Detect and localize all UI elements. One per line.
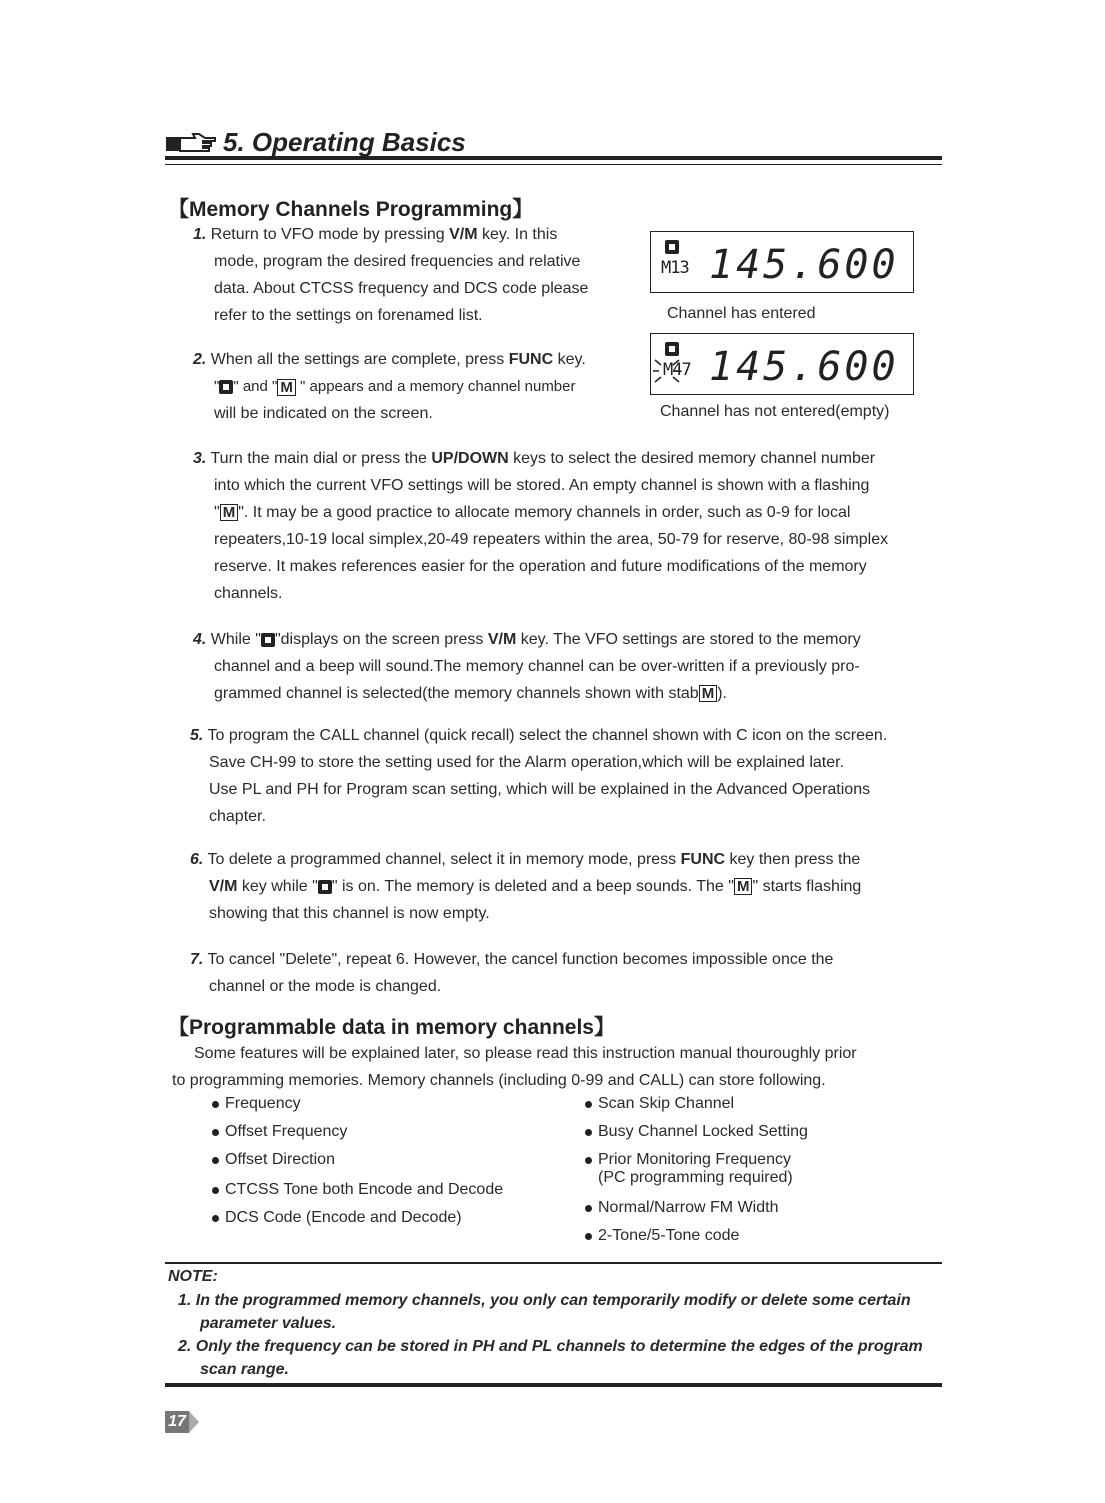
- page-tab-arrow-icon: [189, 1411, 199, 1433]
- list-item: Scan Skip Channel: [585, 1095, 945, 1123]
- m-icon: M: [220, 504, 239, 521]
- list-item: CTCSS Tone both Encode and Decode: [212, 1181, 572, 1209]
- lcd-channel-number: M47: [663, 360, 691, 380]
- chapter-title: 5. Operating Basics: [223, 126, 466, 157]
- list-item: Offset Frequency: [212, 1123, 572, 1151]
- features-list-right: [585, 1095, 945, 1255]
- lcd-caption-entered: Channel has entered: [667, 305, 816, 322]
- list-item: Prior Monitoring Frequency (PC programming required): [585, 1151, 945, 1199]
- step-5: 5. To program the CALL channel (quick recall) select the channel shown with C icon on the screen. Save CH-99 to store the setting used for the Alarm operation,which will be explained later. Use PL and PH for Program scan setting, which will be explained in the Advanced Operations chapter.: [190, 727, 888, 825]
- list-item: Frequency: [212, 1095, 572, 1123]
- step-2: 2. When all the settings are complete, press FUNC key. " " and " M " appears and a memory channel number will be indicated on the screen.: [193, 351, 586, 422]
- m-icon: M: [699, 685, 718, 702]
- list-item: 2-Tone/5-Tone code: [585, 1227, 945, 1255]
- m-icon: M: [277, 379, 296, 396]
- lcd-caption-empty: Channel has not entered(empty): [660, 403, 890, 420]
- step-1: 1. Return to VFO mode by pressing V/M key. In this mode, program the desired frequencies and relative data. About CTCSS frequency and DCS code please refer to the settings on forenamed list.: [193, 226, 589, 324]
- step-4: 4. While " "displays on the screen press V/M key. The VFO settings are stored to the memory channel and a beep will sound.The memory channel can be over-written if a previously pro- grammed channel is selected(the memory channels shown with stab M ).: [193, 631, 861, 703]
- lcd-display-entered: [650, 231, 914, 293]
- note-body: 1. In the programmed memory channels, you only can temporarily modify or delete some certain parameter values. 2. Only the frequency can be stored in PH and PL channels to determine the edges of the program scan range.: [178, 1292, 923, 1378]
- lcd-frequency: 145.600: [709, 242, 899, 288]
- lcd-channel-number: M13: [661, 258, 689, 278]
- section2-intro: Some features will be explained later, so please read this instruction manual thouroughly prior to programming memories. Memory channels (including 0-99 and CALL) can store following.: [172, 1045, 857, 1089]
- list-item: Normal/Narrow FM Width: [585, 1199, 945, 1227]
- list-item: Offset Direction: [212, 1151, 572, 1181]
- header-rule: [165, 156, 942, 160]
- f-icon: [318, 880, 332, 894]
- lcd-display-empty: [650, 333, 914, 395]
- note-rule-bottom: [165, 1383, 942, 1387]
- header-rule-thin: [165, 164, 942, 165]
- step-number: 1.: [193, 226, 207, 243]
- m-icon: M: [734, 878, 753, 895]
- f-icon: [665, 342, 679, 356]
- section-heading-programmable-data: 【Programmable data in memory channels】: [168, 1016, 615, 1039]
- note-label: NOTE:: [168, 1268, 218, 1285]
- note-rule-top: [165, 1262, 942, 1264]
- step-6: 6. To delete a programmed channel, select it in memory mode, press FUNC key then press the V/M key while " " is on. The memory is deleted and a beep sounds. The " M " starts flashing showing that this channel is now empty.: [190, 851, 862, 922]
- list-item: DCS Code (Encode and Decode): [212, 1209, 572, 1237]
- pointing-hand-icon: [165, 129, 217, 155]
- f-icon: [665, 240, 679, 254]
- list-item: Busy Channel Locked Setting: [585, 1123, 945, 1151]
- step-7: 7. To cancel "Delete", repeat 6. However, the cancel function becomes impossible once the channel or the mode is changed.: [190, 951, 834, 995]
- page-number: 17: [165, 1411, 189, 1433]
- section-heading-memory-programming: 【Memory Channels Programming】: [168, 198, 534, 221]
- step-3: 3. Turn the main dial or press the UP/DOWN keys to select the desired memory channel number into which the current VFO settings will be stored. An empty channel is shown with a flashing " M ". It may be a good practice to allocate memory channels in order, such as 0-9 for local repeaters,10-19 local simplex,20-49 repeaters within the area, 50-79 for reserve, 80-98 simplex reserve. It makes references easier for the operation and future modifications of the memory channels.: [193, 450, 889, 602]
- features-list-left: [212, 1095, 572, 1237]
- lcd-frequency: 145.600: [709, 344, 899, 390]
- f-icon: [219, 380, 233, 394]
- f-icon: [261, 633, 275, 647]
